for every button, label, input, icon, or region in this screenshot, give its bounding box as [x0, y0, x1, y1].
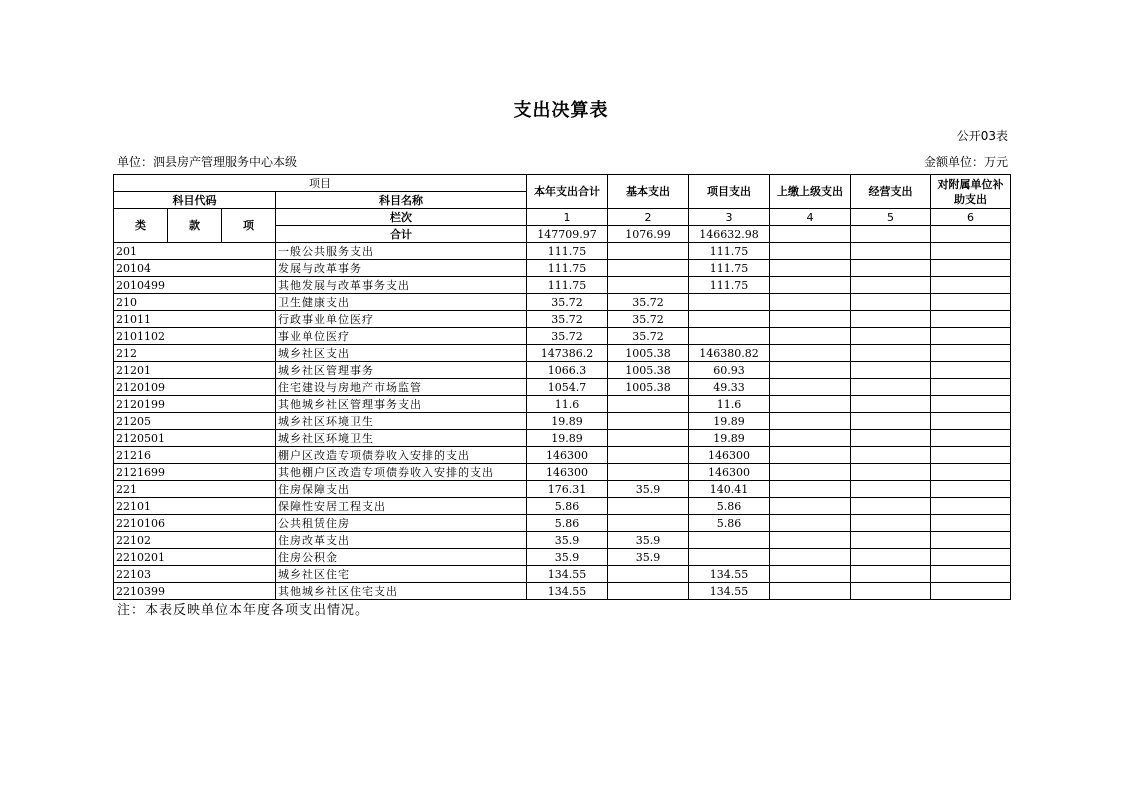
business-cell [851, 532, 931, 549]
total-basic: 1076.99 [608, 226, 689, 243]
total-cell: 146300 [527, 464, 608, 481]
subject-code-cell: 2121699 [114, 464, 276, 481]
table-row [114, 311, 1011, 328]
subject-name-cell: 城乡社区住宅 [276, 566, 527, 583]
total-upper [770, 226, 851, 243]
subject-name-cell: 发展与改革事务 [276, 260, 527, 277]
upper-cell [770, 277, 851, 294]
basic-cell: 35.72 [608, 294, 689, 311]
basic-cell [608, 430, 689, 447]
subject-name-cell: 城乡社区管理事务 [276, 362, 527, 379]
business-cell [851, 447, 931, 464]
total-cell: 146300 [527, 447, 608, 464]
subject-name-cell: 住宅建设与房地产市场监管 [276, 379, 527, 396]
basic-cell: 35.9 [608, 532, 689, 549]
business-cell [851, 549, 931, 566]
table-row [114, 379, 1011, 396]
expenditure-table [113, 174, 1011, 600]
subsidy-cell [931, 277, 1011, 294]
subsidy-cell [931, 549, 1011, 566]
amount-unit: 金额单位：万元 [923, 155, 1008, 169]
project-cell [689, 328, 770, 345]
subsidy-cell [931, 447, 1011, 464]
business-cell [851, 566, 931, 583]
table-row [114, 464, 1011, 481]
subject-code-cell: 2010499 [114, 277, 276, 294]
subject-name-cell: 保障性安居工程支出 [276, 498, 527, 515]
business-cell [851, 396, 931, 413]
basic-cell [608, 413, 689, 430]
table-row [114, 413, 1011, 430]
subsidy-cell [931, 583, 1011, 600]
business-cell [851, 243, 931, 260]
upper-cell [770, 549, 851, 566]
subject-code-cell: 21205 [114, 413, 276, 430]
project-cell: 111.75 [689, 243, 770, 260]
subsidy-cell [931, 464, 1011, 481]
business-cell [851, 430, 931, 447]
total-cell: 19.89 [527, 430, 608, 447]
subsidy-cell [931, 243, 1011, 260]
business-cell [851, 515, 931, 532]
business-cell [851, 277, 931, 294]
total-cell: 111.75 [527, 243, 608, 260]
total-cell: 134.55 [527, 583, 608, 600]
subject-code-cell: 221 [114, 481, 276, 498]
subject-code-cell: 2120109 [114, 379, 276, 396]
total-cell: 35.72 [527, 328, 608, 345]
total-cell: 35.72 [527, 294, 608, 311]
header-subject-name: 科目名称 [276, 192, 527, 209]
table-row [114, 345, 1011, 362]
subject-name-cell: 其他棚户区改造专项债券收入安排的支出 [276, 464, 527, 481]
subsidy-cell [931, 498, 1011, 515]
business-cell [851, 294, 931, 311]
subject-name-cell: 住房改革支出 [276, 532, 527, 549]
subject-code-cell: 2210106 [114, 515, 276, 532]
total-cell: 1054.7 [527, 379, 608, 396]
total-cell: 176.31 [527, 481, 608, 498]
project-cell: 19.89 [689, 430, 770, 447]
subject-code-cell: 2210399 [114, 583, 276, 600]
table-row [114, 396, 1011, 413]
project-cell [689, 549, 770, 566]
table-row [114, 328, 1011, 345]
upper-cell [770, 328, 851, 345]
upper-cell [770, 379, 851, 396]
table-row [114, 447, 1011, 464]
header-kuan: 款 [168, 209, 222, 243]
subject-name-cell: 其他城乡社区住宅支出 [276, 583, 527, 600]
table-row [114, 549, 1011, 566]
basic-cell [608, 515, 689, 532]
subject-code-cell: 21201 [114, 362, 276, 379]
upper-cell [770, 566, 851, 583]
total-sum: 147709.97 [527, 226, 608, 243]
subsidy-cell [931, 328, 1011, 345]
total-cell: 35.9 [527, 532, 608, 549]
basic-cell: 35.9 [608, 481, 689, 498]
project-cell [689, 311, 770, 328]
project-cell: 111.75 [689, 260, 770, 277]
subject-name-cell: 城乡社区环境卫生 [276, 413, 527, 430]
col-number-3: 3 [689, 209, 770, 226]
upper-cell [770, 362, 851, 379]
table-row [114, 430, 1011, 447]
basic-cell [608, 583, 689, 600]
subject-code-cell: 22102 [114, 532, 276, 549]
basic-cell: 1005.38 [608, 379, 689, 396]
subsidy-cell [931, 515, 1011, 532]
basic-cell [608, 447, 689, 464]
project-cell: 60.93 [689, 362, 770, 379]
subsidy-cell [931, 260, 1011, 277]
business-cell [851, 464, 931, 481]
subject-name-cell: 住房公积金 [276, 549, 527, 566]
table-row [114, 294, 1011, 311]
subsidy-cell [931, 362, 1011, 379]
table-row [114, 532, 1011, 549]
project-cell: 11.6 [689, 396, 770, 413]
basic-cell [608, 464, 689, 481]
subject-code-cell: 2210201 [114, 549, 276, 566]
subject-code-cell: 22101 [114, 498, 276, 515]
subject-name-cell: 城乡社区环境卫生 [276, 430, 527, 447]
project-cell [689, 294, 770, 311]
subsidy-cell [931, 566, 1011, 583]
table-row [114, 243, 1011, 260]
header-col-business: 经营支出 [851, 175, 931, 209]
business-cell [851, 413, 931, 430]
subject-code-cell: 20104 [114, 260, 276, 277]
subject-code-cell: 2120199 [114, 396, 276, 413]
project-cell: 146300 [689, 447, 770, 464]
business-cell [851, 362, 931, 379]
table-row [114, 498, 1011, 515]
upper-cell [770, 243, 851, 260]
upper-cell [770, 396, 851, 413]
project-cell: 134.55 [689, 566, 770, 583]
upper-cell [770, 515, 851, 532]
basic-cell [608, 277, 689, 294]
basic-cell: 35.72 [608, 328, 689, 345]
total-cell: 147386.2 [527, 345, 608, 362]
table-row [114, 260, 1011, 277]
upper-cell [770, 481, 851, 498]
project-cell: 146300 [689, 464, 770, 481]
subsidy-cell [931, 311, 1011, 328]
subject-name-cell: 事业单位医疗 [276, 328, 527, 345]
col-number-2: 2 [608, 209, 689, 226]
business-cell [851, 481, 931, 498]
subsidy-cell [931, 294, 1011, 311]
subject-name-cell: 一般公共服务支出 [276, 243, 527, 260]
project-cell: 134.55 [689, 583, 770, 600]
business-cell [851, 498, 931, 515]
subject-code-cell: 201 [114, 243, 276, 260]
project-cell: 5.86 [689, 498, 770, 515]
subsidy-cell [931, 413, 1011, 430]
header-col-basic: 基本支出 [608, 175, 689, 209]
basic-cell: 35.72 [608, 311, 689, 328]
basic-cell [608, 566, 689, 583]
subject-name-cell: 卫生健康支出 [276, 294, 527, 311]
subject-code-cell: 21011 [114, 311, 276, 328]
upper-cell [770, 464, 851, 481]
subject-code-cell: 212 [114, 345, 276, 362]
table-row [114, 566, 1011, 583]
header-subject-code: 科目代码 [114, 192, 276, 209]
subject-name-cell: 棚户区改造专项债券收入安排的支出 [276, 447, 527, 464]
footnote: 注：本表反映单位本年度各项支出情况。 [117, 603, 370, 618]
table-row [114, 515, 1011, 532]
project-cell: 146380.82 [689, 345, 770, 362]
project-cell [689, 532, 770, 549]
header-xiang: 项 [222, 209, 276, 243]
subsidy-cell [931, 396, 1011, 413]
upper-cell [770, 498, 851, 515]
basic-cell [608, 498, 689, 515]
upper-cell [770, 447, 851, 464]
col-number-5: 5 [851, 209, 931, 226]
total-cell: 5.86 [527, 515, 608, 532]
business-cell [851, 328, 931, 345]
total-cell: 5.86 [527, 498, 608, 515]
subject-code-cell: 2101102 [114, 328, 276, 345]
basic-cell: 1005.38 [608, 362, 689, 379]
total-cell: 11.6 [527, 396, 608, 413]
project-cell: 5.86 [689, 515, 770, 532]
total-cell: 134.55 [527, 566, 608, 583]
subsidy-cell [931, 481, 1011, 498]
table-row [114, 481, 1011, 498]
subject-name-cell: 其他城乡社区管理事务支出 [276, 396, 527, 413]
total-cell: 111.75 [527, 277, 608, 294]
total-business [851, 226, 931, 243]
header-col-upper: 上缴上级支出 [770, 175, 851, 209]
table-row [114, 583, 1011, 600]
project-cell: 140.41 [689, 481, 770, 498]
upper-cell [770, 260, 851, 277]
business-cell [851, 583, 931, 600]
col-number-6: 6 [931, 209, 1011, 226]
header-col-project: 项目支出 [689, 175, 770, 209]
header-lanci: 栏次 [276, 209, 527, 226]
total-subsidy [931, 226, 1011, 243]
total-project: 146632.98 [689, 226, 770, 243]
upper-cell [770, 532, 851, 549]
business-cell [851, 260, 931, 277]
subject-name-cell: 住房保障支出 [276, 481, 527, 498]
header-col-total: 本年支出合计 [527, 175, 608, 209]
project-cell: 49.33 [689, 379, 770, 396]
basic-cell [608, 243, 689, 260]
business-cell [851, 311, 931, 328]
table-row [114, 277, 1011, 294]
subject-code-cell: 2120501 [114, 430, 276, 447]
subsidy-cell [931, 345, 1011, 362]
total-cell: 19.89 [527, 413, 608, 430]
subject-code-cell: 21216 [114, 447, 276, 464]
upper-cell [770, 311, 851, 328]
col-number-1: 1 [527, 209, 608, 226]
subject-code-cell: 210 [114, 294, 276, 311]
total-cell: 35.72 [527, 311, 608, 328]
basic-cell: 35.9 [608, 549, 689, 566]
total-row-label: 合计 [276, 226, 527, 243]
total-cell: 111.75 [527, 260, 608, 277]
table-row [114, 362, 1011, 379]
page-title: 支出决算表 [513, 100, 609, 121]
header-col-subsidy: 对附属单位补助支出 [931, 175, 1011, 209]
basic-cell: 1005.38 [608, 345, 689, 362]
subsidy-cell [931, 430, 1011, 447]
upper-cell [770, 345, 851, 362]
upper-cell [770, 430, 851, 447]
total-cell: 35.9 [527, 549, 608, 566]
basic-cell [608, 396, 689, 413]
total-cell: 1066.3 [527, 362, 608, 379]
business-cell [851, 379, 931, 396]
subsidy-cell [931, 379, 1011, 396]
project-cell: 111.75 [689, 277, 770, 294]
basic-cell [608, 260, 689, 277]
upper-cell [770, 294, 851, 311]
subject-code-cell: 22103 [114, 566, 276, 583]
subject-name-cell: 公共租赁住房 [276, 515, 527, 532]
upper-cell [770, 583, 851, 600]
subject-name-cell: 城乡社区支出 [276, 345, 527, 362]
col-number-4: 4 [770, 209, 851, 226]
subject-name-cell: 行政事业单位医疗 [276, 311, 527, 328]
upper-cell [770, 413, 851, 430]
subject-name-cell: 其他发展与改革事务支出 [276, 277, 527, 294]
header-lei: 类 [114, 209, 168, 243]
subsidy-cell [931, 532, 1011, 549]
header-item: 项目 [114, 175, 527, 192]
business-cell [851, 345, 931, 362]
unit-label: 单位：泗县房产管理服务中心本级 [117, 155, 298, 169]
project-cell: 19.89 [689, 413, 770, 430]
form-code: 公开03表 [956, 129, 1008, 143]
